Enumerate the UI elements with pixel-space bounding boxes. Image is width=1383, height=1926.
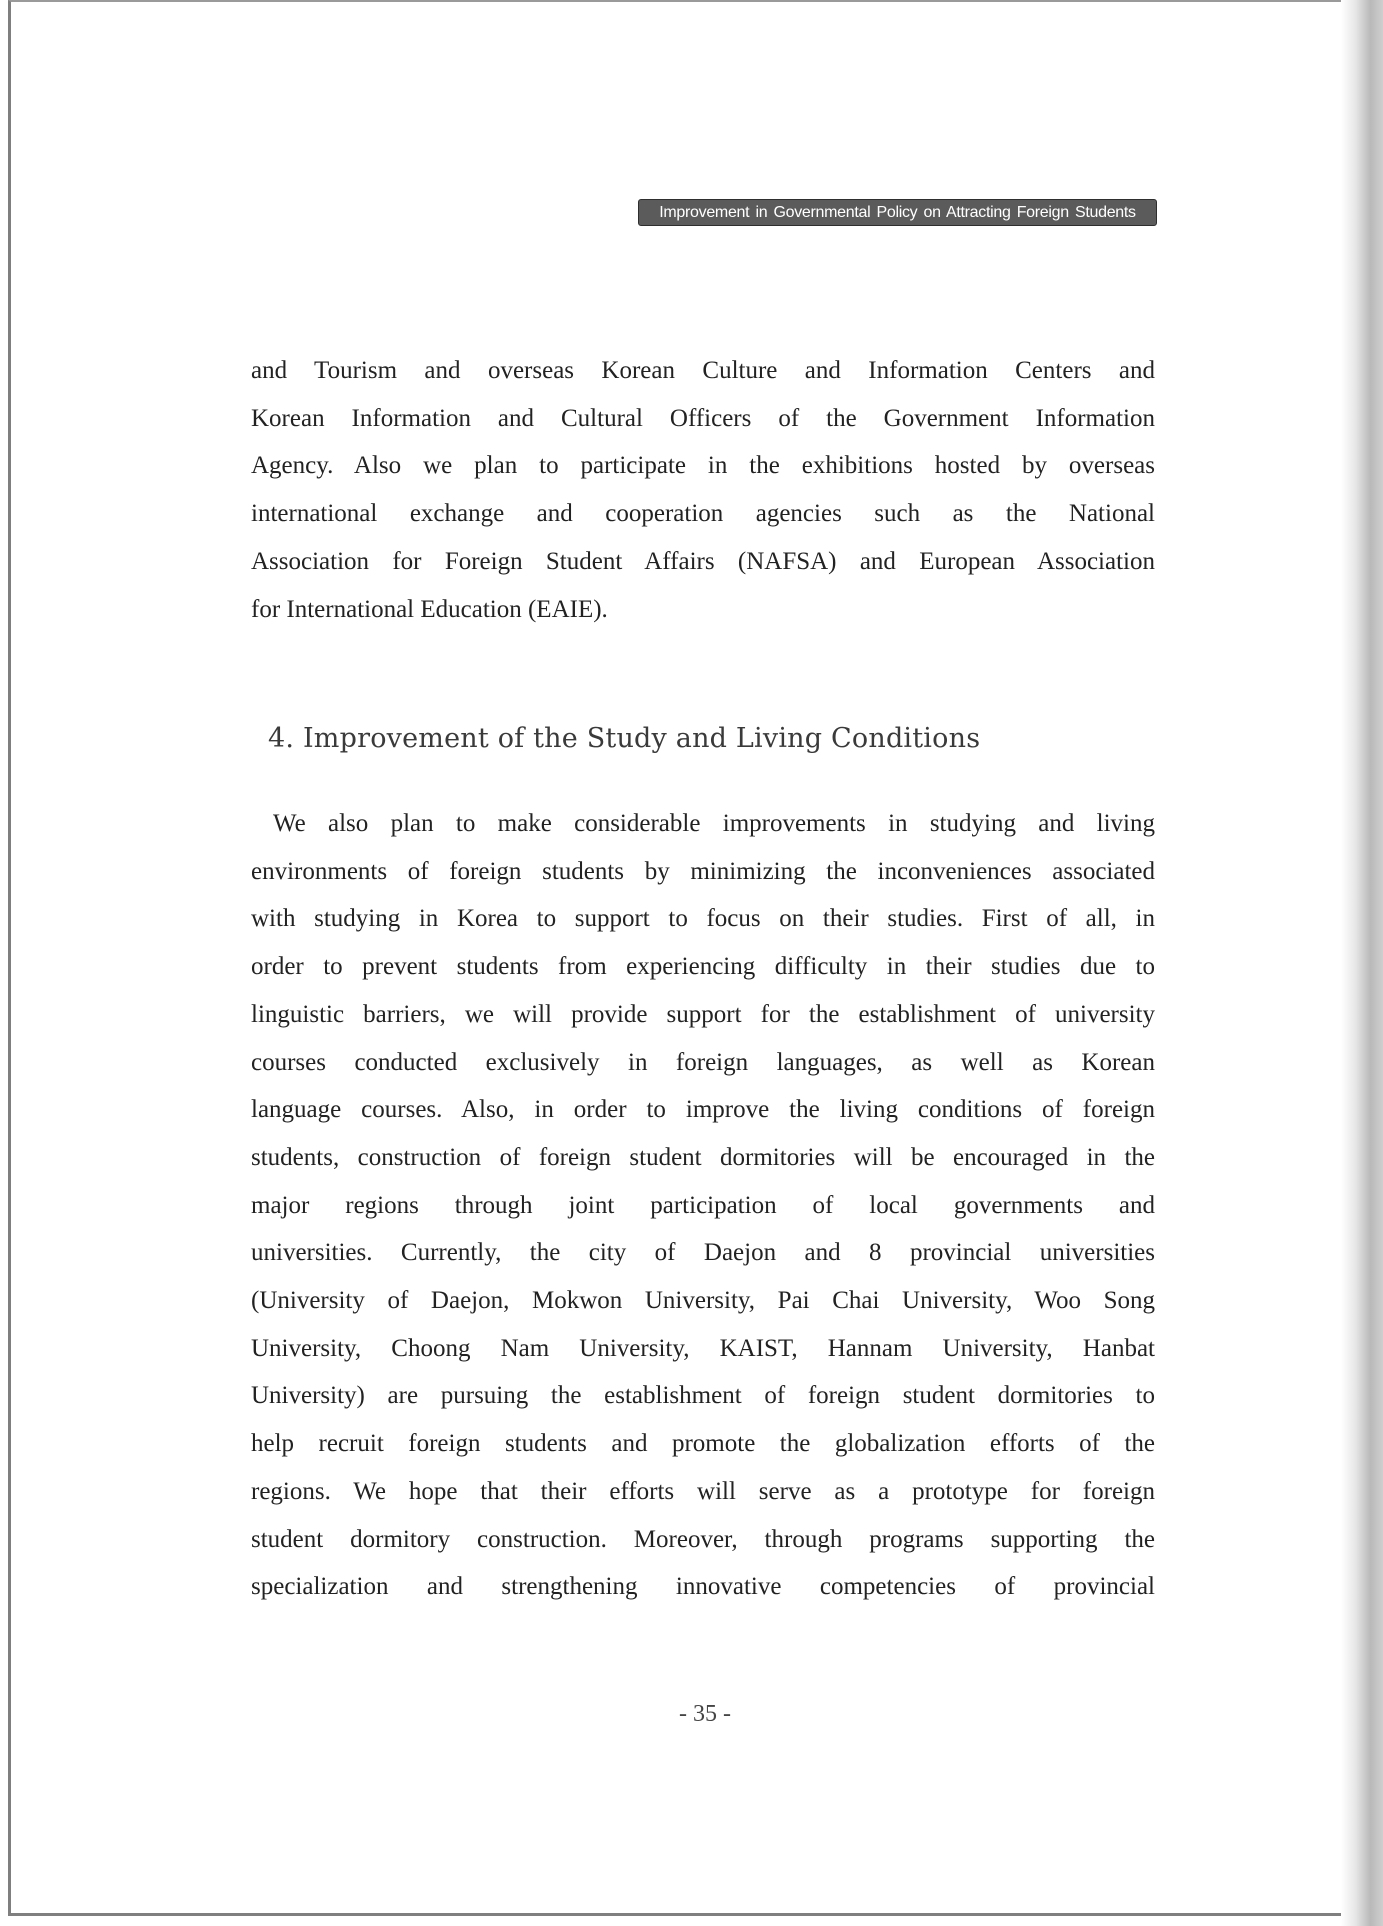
paragraph-line: and Tourism and overseas Korean Culture and Information Centers and	[251, 357, 1155, 384]
paragraph-line: University, Choong Nam University, KAIST, Hannam University, Hanbat	[251, 1334, 1155, 1362]
paragraph-2	[251, 800, 1155, 1611]
paragraph-line: Association for Foreign Student Affairs (NAFSA) and European Association	[251, 547, 1155, 575]
paragraph-line: for International Education (EAIE).	[251, 595, 608, 623]
page-edge-shadow	[1341, 0, 1383, 1926]
paragraph-line: major regions through joint participation of local governments and	[251, 1191, 1155, 1219]
paragraph-line: courses conducted exclusively in foreign languages, as well as Korean	[251, 1048, 1155, 1076]
paragraph-line: regions. We hope that their efforts will serve as a prototype for foreign	[251, 1477, 1155, 1505]
paragraph-line: environments of foreign students by minimizing the inconveniences associated	[251, 857, 1155, 885]
running-header: Improvement in Governmental Policy on Attracting Foreign Students	[638, 199, 1157, 226]
paragraph-line: University) are pursuing the establishment of foreign student dormitories to	[251, 1382, 1155, 1410]
paragraph-line: (University of Daejon, Mokwon University, Pai Chai University, Woo Song	[251, 1287, 1155, 1315]
section-heading: 4. Improvement of the Study and Living Conditions	[268, 723, 981, 754]
paragraph-line: Agency. Also we plan to participate in the exhibitions hosted by overseas	[251, 452, 1155, 480]
paragraph-line: specialization and strengthening innovative competencies of provincial	[251, 1573, 1155, 1601]
paragraph-line: help recruit foreign students and promote the globalization efforts of the	[251, 1430, 1155, 1458]
paragraph-1	[251, 347, 1155, 633]
paragraph-line: Korean Information and Cultural Officers of the Government Information	[251, 404, 1155, 432]
page-number: - 35 -	[679, 1701, 731, 1727]
paragraph-line: universities. Currently, the city of Daejon and 8 provincial universities	[251, 1239, 1155, 1267]
paragraph-line: order to prevent students from experiencing difficulty in their studies due to	[251, 953, 1155, 981]
paragraph-line: with studying in Korea to support to focus on their studies. First of all, in	[251, 905, 1155, 933]
paragraph-line: student dormitory construction. Moreover, through programs supporting the	[251, 1525, 1155, 1553]
paragraph-line: We also plan to make considerable improvements in studying and living	[273, 810, 1155, 837]
paragraph-line: international exchange and cooperation agencies such as the National	[251, 500, 1155, 528]
paragraph-line: language courses. Also, in order to improve the living conditions of foreign	[251, 1096, 1155, 1124]
paragraph-line: students, construction of foreign student dormitories will be encouraged in the	[251, 1143, 1155, 1171]
paragraph-line: linguistic barriers, we will provide support for the establishment of university	[251, 1000, 1155, 1028]
